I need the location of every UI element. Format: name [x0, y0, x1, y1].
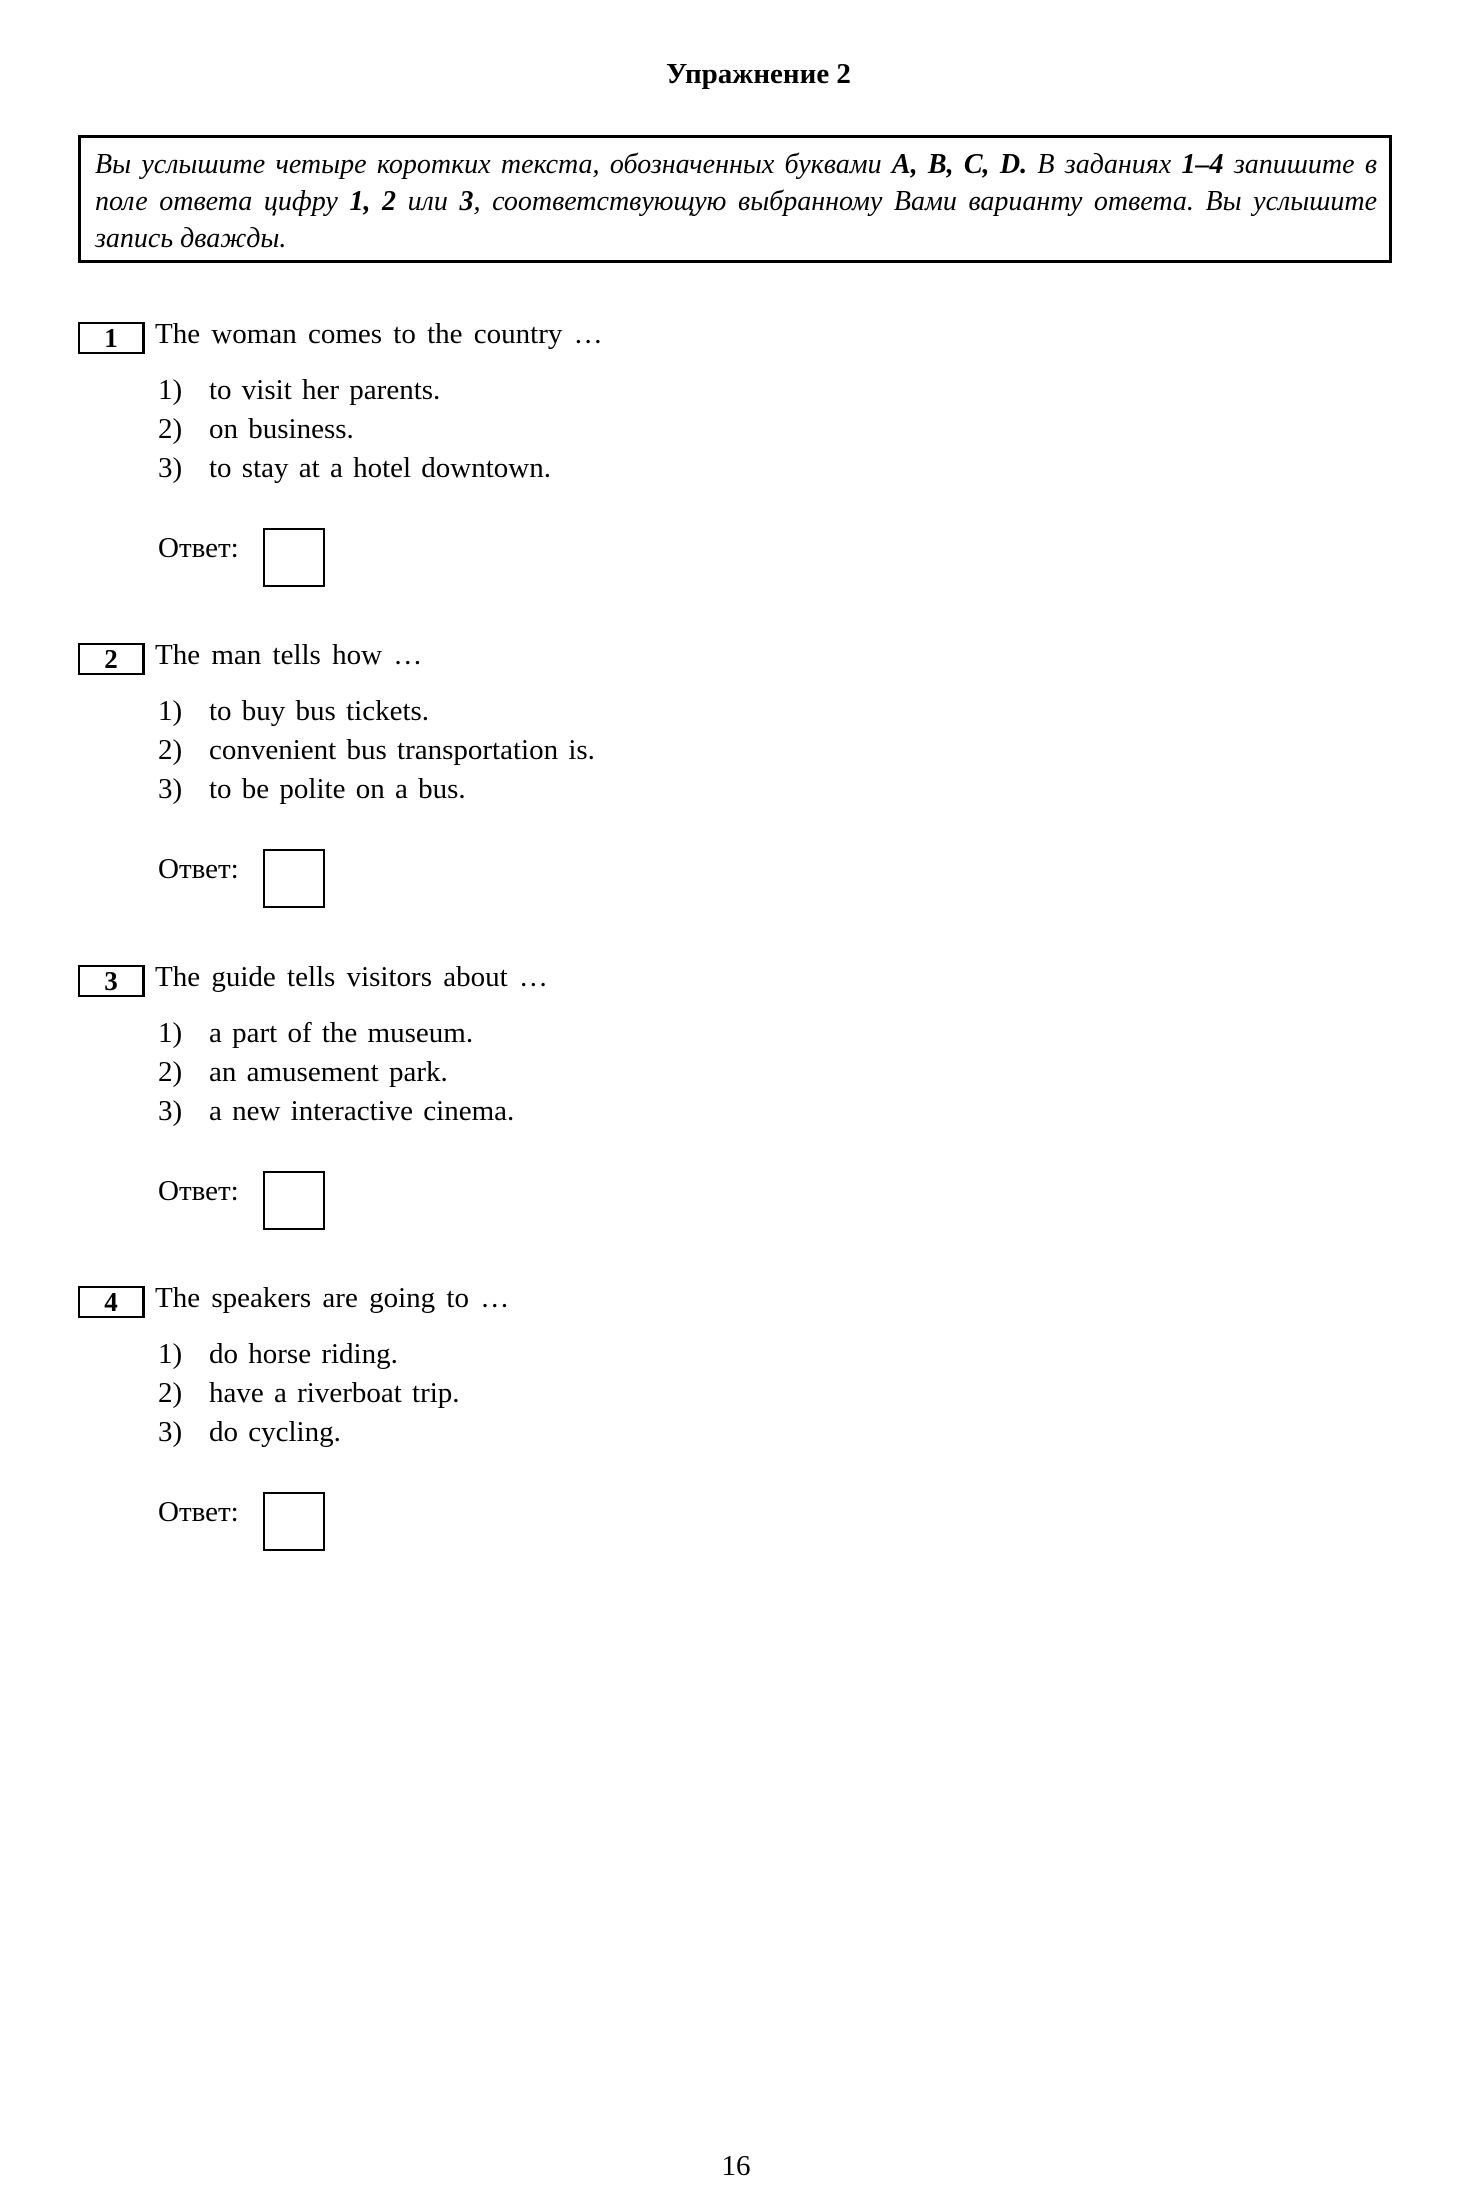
instruction-part: , соответствующую выбранному Вами варианту ответа. Вы услышите запись дважды.: [95, 186, 1377, 254]
option-number: 3): [158, 773, 183, 805]
question-number-box: 1: [78, 322, 145, 354]
answer-option: [158, 413, 354, 446]
question-number-box: 3: [78, 965, 145, 997]
answer-option: [158, 374, 440, 407]
option-number: 2): [158, 734, 183, 766]
exercise-title: Упражнение 2: [666, 58, 851, 90]
option-number: 1): [158, 1017, 183, 1049]
option-text: to stay at a hotel downtown.: [209, 452, 552, 484]
option-text: do horse riding.: [209, 1338, 398, 1370]
option-number: 2): [158, 413, 183, 445]
question-text: The man tells how …: [155, 639, 423, 671]
option-text: convenient bus transportation is.: [209, 734, 595, 766]
option-number: 2): [158, 1377, 183, 1409]
answer-option: [158, 1056, 448, 1089]
question-1: [78, 318, 1378, 642]
question-3: [78, 961, 1378, 1285]
instruction-part: 1, 2: [349, 186, 397, 217]
question-text: The speakers are going to …: [155, 1282, 510, 1314]
answer-input-box[interactable]: [263, 849, 325, 908]
question-text: The woman comes to the country …: [155, 318, 603, 350]
question-number-box: 2: [78, 643, 145, 675]
option-text: do cycling.: [209, 1416, 341, 1448]
answer-input-box[interactable]: [263, 1492, 325, 1551]
option-number: 2): [158, 1056, 183, 1088]
option-text: to buy bus tickets.: [209, 695, 430, 727]
answer-input-box[interactable]: [263, 1171, 325, 1230]
question-4: [78, 1282, 1378, 1606]
instruction-part: Вы услышите четыре коротких текста, обозначенных буквами: [95, 149, 892, 180]
instruction-box: [78, 135, 1392, 263]
question-text: The guide tells visitors about …: [155, 961, 548, 993]
option-number: 1): [158, 374, 183, 406]
answer-input-box[interactable]: [263, 528, 325, 587]
answer-option: [158, 1095, 514, 1128]
answer-option: [158, 1377, 460, 1410]
question-number-box: 4: [78, 1286, 145, 1318]
option-number: 1): [158, 1338, 183, 1370]
answer-option: [158, 452, 551, 485]
answer-label: Ответ:: [158, 532, 239, 564]
option-number: 3): [158, 452, 183, 484]
option-text: have a riverboat trip.: [209, 1377, 460, 1409]
option-text: a new interactive cinema.: [209, 1095, 515, 1127]
option-text: to be polite on a bus.: [209, 773, 466, 805]
option-number: 3): [158, 1416, 183, 1448]
answer-option: [158, 773, 466, 806]
option-number: 3): [158, 1095, 183, 1127]
answer-option: [158, 734, 595, 767]
instruction-part: В заданиях: [1027, 149, 1182, 180]
instruction-text: [95, 146, 1377, 257]
answer-option: [158, 1416, 341, 1449]
option-text: an amusement park.: [209, 1056, 448, 1088]
question-2: [78, 639, 1378, 963]
answer-option: [158, 695, 429, 728]
instruction-part: запишите в поле ответа цифру: [95, 149, 1377, 217]
answer-option: [158, 1017, 473, 1050]
answer-label: Ответ:: [158, 853, 239, 885]
page-number: 16: [721, 2150, 751, 2182]
option-number: 1): [158, 695, 183, 727]
instruction-part: 3: [459, 186, 474, 217]
option-text: a part of the museum.: [209, 1017, 474, 1049]
instruction-part: или: [396, 186, 460, 217]
option-text: to visit her parents.: [209, 374, 441, 406]
option-text: on business.: [209, 413, 354, 445]
instruction-part: A, B, C, D.: [891, 149, 1028, 180]
instruction-part: 1–4: [1181, 149, 1224, 180]
answer-option: [158, 1338, 398, 1371]
answer-label: Ответ:: [158, 1175, 239, 1207]
answer-label: Ответ:: [158, 1496, 239, 1528]
